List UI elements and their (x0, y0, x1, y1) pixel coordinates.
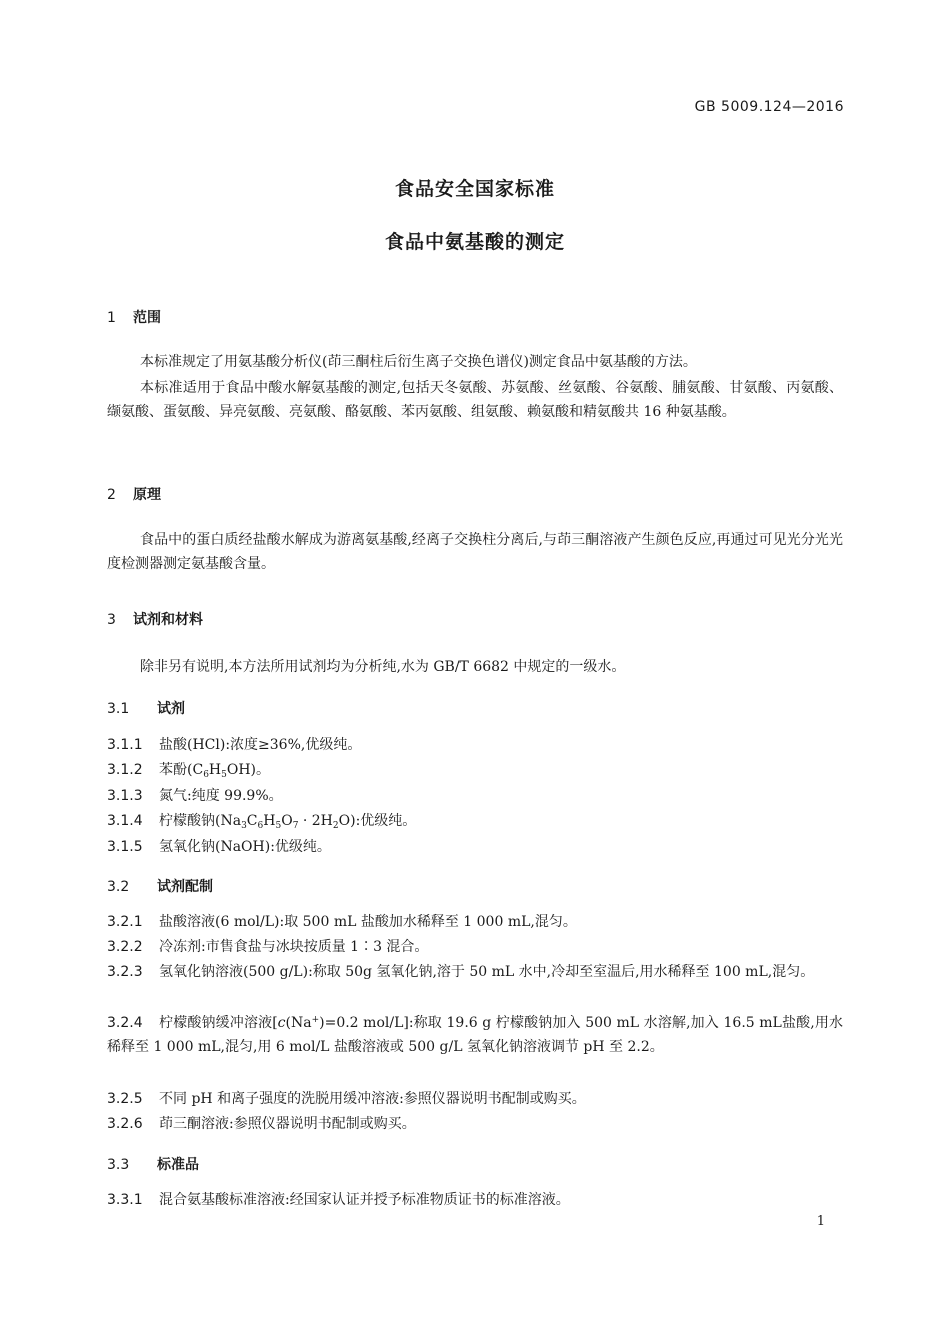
section-number: 2 (107, 487, 116, 503)
section-title: 试剂 (157, 701, 185, 717)
clause-text: 苯酚$(C_6H_5OH)$。 (159, 762, 271, 780)
clause-number: 3.1.3 (107, 788, 143, 804)
clause-number: 3.2.1 (107, 914, 143, 930)
clause-item (107, 911, 843, 935)
clause-text: 柠檬酸钠缓冲溶液[c(Na+)=0.2 mol/L]:称取 19.6 g 柠檬酸钠加入 500 mL 水溶解,加入 16.5 mL盐酸,用水稀释至 1 000 mL,混匀,用 6 mol/L 盐酸溶液或 500 g/L 氢氧化钠溶液调节 pH 至 2.2。 (107, 1015, 843, 1055)
clause-text: 不同 pH 和离子强度的洗脱用缓冲溶液:参照仪器说明书配制或购买。 (159, 1091, 586, 1107)
clause-number: 3.2.2 (107, 939, 143, 955)
sub-title: 食品中氨基酸的测定 (384, 231, 565, 253)
clause-number: 3.2.5 (107, 1091, 143, 1107)
clause-text: 柠檬酸钠$(Na_3C_6H_5O_7 \cdot 2H_2O)$:优级纯。 (159, 813, 417, 831)
clause-item (107, 734, 843, 758)
clause-text: 冷冻剂:市售食盐与冰块按质量 1∶3 混合。 (159, 939, 429, 955)
section-heading-3 (107, 609, 203, 629)
subsection-heading-3-2 (107, 876, 213, 896)
section-title: 范围 (133, 310, 161, 326)
clause-item (107, 1012, 843, 1059)
section-number: 3.3 (107, 1157, 130, 1173)
section-title: 标准品 (157, 1157, 199, 1173)
clause-number: 3.2.6 (107, 1116, 143, 1132)
clause-item (107, 936, 843, 960)
clause-number: 3.1.1 (107, 737, 143, 753)
clause-text: 氢氧化钠(NaOH):优级纯。 (159, 839, 331, 855)
page-number: 1 (816, 1214, 825, 1229)
clause-text: 盐酸溶液(6 mol/L):取 500 mL 盐酸加水稀释至 1 000 mL,混匀。 (159, 914, 577, 930)
section-number: 3 (107, 612, 116, 628)
clause-item (107, 1113, 843, 1137)
section-heading-2 (107, 484, 161, 504)
clause-item (107, 836, 843, 860)
subsection-heading-3-3 (107, 1154, 199, 1174)
section-number: 3.2 (107, 879, 130, 895)
clause-text: 氮气:纯度 99.9%。 (159, 788, 283, 804)
section-title: 试剂配制 (157, 879, 213, 895)
standard-code: GB 5009.124—2016 (694, 99, 844, 115)
clause-number: 3.1.2 (107, 762, 143, 778)
paragraph: 除非另有说明,本方法所用试剂均为分析纯,水为 GB/T 6682 中规定的一级水。 (140, 659, 626, 675)
subsection-heading-3-1 (107, 698, 185, 718)
section-number: 1 (107, 310, 116, 326)
clause-text: 茚三酮溶液:参照仪器说明书配制或购买。 (159, 1116, 416, 1132)
clause-number: 3.3.1 (107, 1192, 143, 1208)
clause-item (107, 961, 843, 985)
section-heading-1 (107, 307, 161, 327)
clause-item (107, 785, 843, 809)
section-title: 原理 (133, 487, 161, 503)
clause-text: 混合氨基酸标准溶液:经国家认证并授予标准物质证书的标准溶液。 (159, 1192, 570, 1208)
clause-item (107, 759, 843, 783)
paragraph: 本标准适用于食品中酸水解氨基酸的测定,包括天冬氨酸、苏氨酸、丝氨酸、谷氨酸、脯氨酸、甘氨酸、丙氨酸、缬氨酸、蛋氨酸、异亮氨酸、亮氨酸、酪氨酸、苯丙氨酸、组氨酸、赖氨酸和精氨酸共 16 种氨基酸。 (107, 380, 843, 420)
paragraph: 食品中的蛋白质经盐酸水解成为游离氨基酸,经离子交换柱分离后,与茚三酮溶液产生颜色反应,再通过可见光分光光度检测器测定氨基酸含量。 (107, 532, 843, 572)
clause-number: 3.2.3 (107, 964, 143, 980)
main-title: 食品安全国家标准 (394, 178, 555, 200)
clause-item (107, 1088, 843, 1112)
clause-text: 氢氧化钠溶液(500 g/L):称取 50g 氢氧化钠,溶于 50 mL 水中,冷却至室温后,用水稀释至 100 mL,混匀。 (159, 964, 815, 980)
clause-item (107, 810, 843, 834)
clause-item (107, 1189, 843, 1213)
clause-text: 盐酸(HCl):浓度≥36%,优级纯。 (159, 737, 362, 753)
clause-number: 3.2.4 (107, 1015, 143, 1031)
clause-number: 3.1.5 (107, 839, 143, 855)
section-title: 试剂和材料 (133, 612, 203, 628)
section-number: 3.1 (107, 701, 130, 717)
paragraph: 本标准规定了用氨基酸分析仪(茚三酮柱后衍生离子交换色谱仪)测定食品中氨基酸的方法。 (140, 354, 697, 370)
clause-number: 3.1.4 (107, 813, 143, 829)
